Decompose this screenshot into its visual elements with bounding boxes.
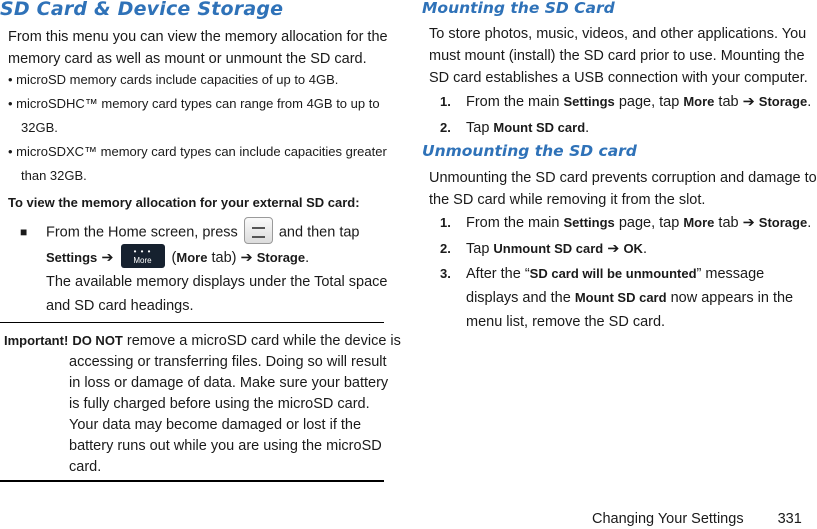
step-text: and then tap <box>278 224 360 241</box>
mounting-intro <box>429 23 808 89</box>
view-memory-step <box>20 219 388 318</box>
step-result-line: and SD card headings. <box>46 298 194 314</box>
unmount-sd-card-label: Unmount SD card <box>493 241 604 256</box>
ok-label: OK <box>623 241 643 256</box>
unmounting-intro-line: Unmounting the SD card prevents corruption and damage to <box>429 170 817 186</box>
mounting-intro-line: To store photos, music, videos, and other applications. You <box>429 26 807 42</box>
unmounting-intro-line: the SD card while removing it from the slot. <box>429 192 706 208</box>
step-text: now appears in the <box>666 290 794 306</box>
arrow-icon: ➔ <box>101 249 114 266</box>
step-number: 1. <box>440 215 451 230</box>
step-text: tab <box>714 215 743 231</box>
mounting-heading: Mounting the SD Card <box>422 0 615 17</box>
important-line: Your data may become damaged or lost if the <box>69 417 362 433</box>
mount-step-2 <box>440 115 811 141</box>
step-text: From the main <box>466 94 564 110</box>
bullet-list <box>8 68 387 188</box>
step-text: page, tap <box>614 94 684 110</box>
footer-section-title: Changing Your Settings <box>592 511 744 527</box>
step-result-line: The available memory displays under the Total space <box>46 274 388 290</box>
bullet-microsd: • microSD memory cards include capacities of up to 4GB. <box>8 72 339 87</box>
more-icon-label: More <box>133 256 152 265</box>
step-text: From the main <box>466 215 564 231</box>
step-text: displays and the <box>466 290 575 306</box>
important-text: remove a microSD card while the device is <box>122 333 401 349</box>
mount-step-1 <box>440 89 811 115</box>
step-text: From the Home screen, press <box>46 224 238 241</box>
page-footer <box>592 511 802 527</box>
step-line-2 <box>20 246 384 270</box>
step-text: ( <box>171 249 177 266</box>
more-tab-icon <box>121 244 165 268</box>
unmount-step-3-line-1 <box>440 262 811 286</box>
arrow-icon: ➔ <box>742 94 755 110</box>
step-text: Tap <box>466 241 494 257</box>
more-label: More <box>176 249 208 265</box>
step-number: 2. <box>440 120 451 135</box>
mount-sd-card-label: Mount SD card <box>574 290 667 305</box>
mount-sd-card-label: Mount SD card <box>493 120 586 135</box>
step-number: 3. <box>440 266 451 281</box>
mounting-intro-line: must mount (install) the SD card prior to use. Mounting the <box>429 48 805 64</box>
settings-label: Settings <box>46 249 98 265</box>
step-text: tab) <box>207 249 241 266</box>
step-line-1 <box>20 219 384 246</box>
settings-label: Settings <box>563 215 615 230</box>
step-text: . <box>585 120 590 136</box>
step-text: page, tap <box>614 215 684 231</box>
unmount-step-1 <box>440 210 811 236</box>
important-label: Important! <box>4 333 69 348</box>
bullet-microsdxc: • microSDXC™ memory card types can include capacities greater <box>8 144 387 159</box>
do-not-label: DO NOT <box>72 333 123 348</box>
important-line: accessing or transferring files. Doing so will result <box>69 354 387 370</box>
important-line-1 <box>4 330 401 352</box>
intro-paragraph <box>8 26 388 70</box>
important-line: in loss or damage of data. Make sure your battery <box>69 375 389 391</box>
more-icon-dots: • • • <box>133 247 152 256</box>
unmounting-intro <box>429 167 817 211</box>
step-text: . <box>807 94 812 110</box>
arrow-icon: ➔ <box>742 215 755 231</box>
important-top-rule <box>0 322 384 323</box>
storage-label: Storage <box>256 249 306 265</box>
unmount-step-2 <box>440 236 811 262</box>
storage-label: Storage <box>758 215 808 230</box>
step-text: Tap <box>466 120 494 136</box>
intro-line: From this menu you can view the memory allocation for the <box>8 29 388 45</box>
bullet-microsdxc-cont: than 32GB. <box>21 168 87 183</box>
more-label: More <box>683 94 715 109</box>
unmount-step-3 <box>440 262 811 334</box>
intro-line: memory card as well as mount or unmount the SD card. <box>8 51 367 67</box>
unmounting-heading: Unmounting the SD card <box>422 142 637 160</box>
arrow-icon: ➔ <box>240 249 253 266</box>
more-label: More <box>683 215 715 230</box>
step-text: . <box>305 249 310 266</box>
step-text: . <box>642 241 647 257</box>
settings-label: Settings <box>563 94 615 109</box>
step-text: . <box>807 215 812 231</box>
bullet-microsdhc-cont: 32GB. <box>21 120 58 135</box>
important-line: battery runs out while you are using the microSD <box>69 438 382 454</box>
step-number: 1. <box>440 94 451 109</box>
page-number: 331 <box>777 511 802 527</box>
mounting-intro-line: SD card establishes a USB connection with your computer. <box>429 70 808 86</box>
bullet-microsdhc: • microSDHC™ memory card types can range from 4GB to up to <box>8 96 380 111</box>
important-note <box>4 330 401 478</box>
storage-label: Storage <box>758 94 808 109</box>
menu-key-icon <box>244 217 273 244</box>
step-marker: ■ <box>20 225 28 240</box>
view-memory-heading: To view the memory allocation for your external SD card: <box>8 195 360 210</box>
step-text: tab <box>714 94 743 110</box>
important-line: is fully charged before using the microSD card. <box>69 396 370 412</box>
unmount-step-3-line-2 <box>440 286 811 310</box>
important-body <box>4 352 389 478</box>
arrow-icon: ➔ <box>607 241 620 257</box>
important-line: card. <box>69 459 102 475</box>
unmounting-steps <box>440 210 811 334</box>
unmounted-message-label: SD card will be unmounted <box>529 266 697 281</box>
mounting-steps <box>440 89 811 141</box>
step-text: ” message <box>696 266 765 282</box>
step-number: 2. <box>440 241 451 256</box>
important-bottom-rule <box>0 480 384 482</box>
unmount-step-3-line-3: menu list, remove the SD card. <box>466 314 666 330</box>
step-text: After the “ <box>466 266 530 282</box>
page-title: SD Card & Device Storage <box>0 0 284 20</box>
